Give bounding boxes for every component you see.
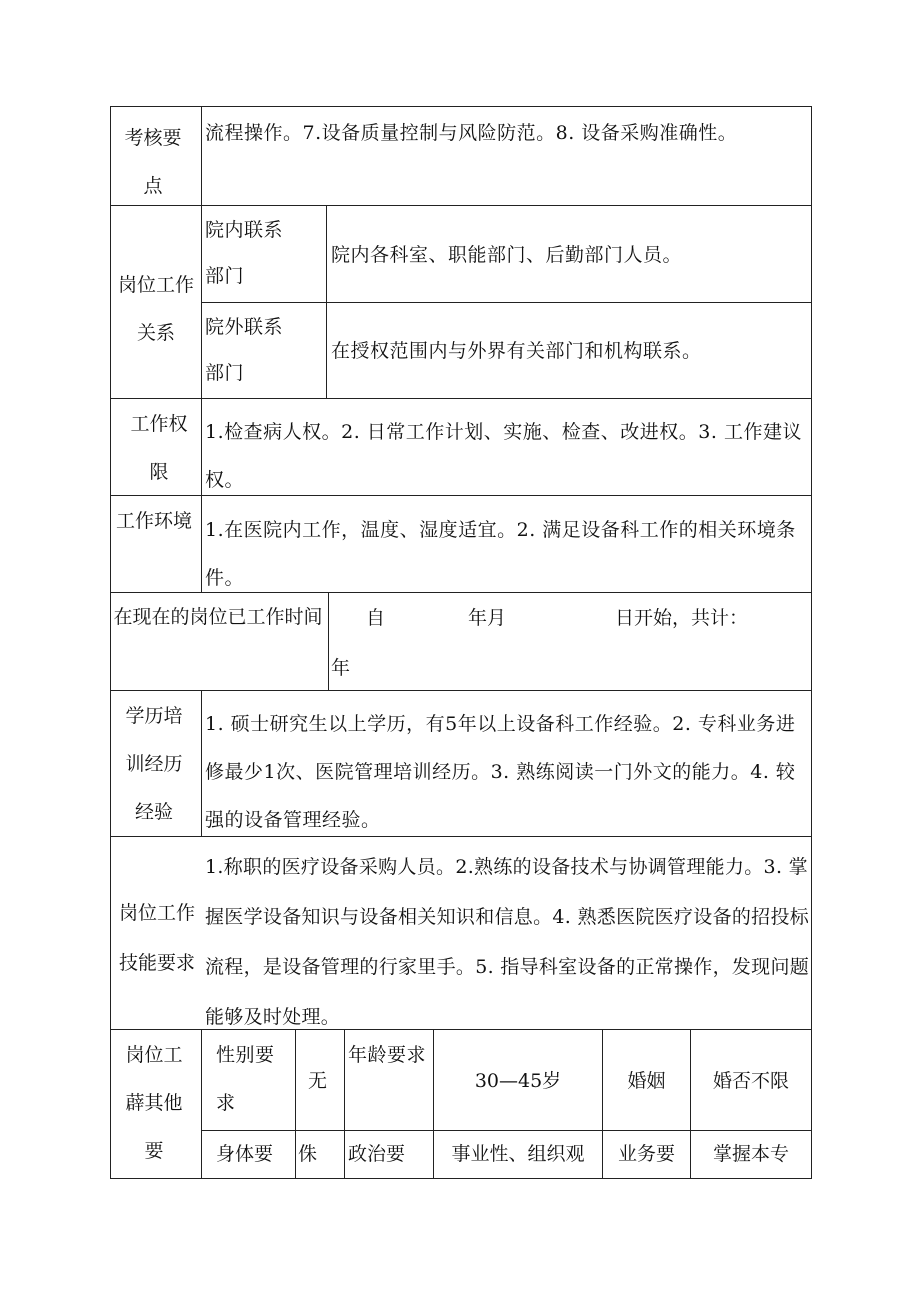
age-value: 30—45岁 <box>474 1070 562 1092</box>
assessment-content: 流程操作。7.设备质量控制与风险防范。8. 设备采购准确性。 <box>205 122 738 144</box>
tenure-year: 年 <box>331 657 351 679</box>
external-contact-label: 院外联系部门 <box>205 316 284 384</box>
education-label: 学历培训经历经验 <box>125 705 183 823</box>
tenure-year-month: 年月 <box>468 607 507 629</box>
col-divider <box>201 1029 202 1178</box>
col-divider <box>201 690 202 836</box>
business-value: 掌握本专 <box>712 1143 789 1165</box>
table-border <box>110 106 812 107</box>
col-divider <box>326 205 327 398</box>
assessment-label: 考核要点 <box>124 127 182 197</box>
col-divider <box>344 1029 345 1178</box>
tenure-label: 在现在的岗位已工作时间 <box>113 606 323 628</box>
politics-label: 政治要 <box>348 1143 406 1165</box>
col-divider <box>201 106 202 592</box>
environment-label: 工作环境 <box>116 510 193 532</box>
row-divider <box>201 1130 812 1131</box>
health-label: 身体要 <box>216 1143 274 1165</box>
table-border <box>110 1178 812 1179</box>
age-label: 年龄要求 <box>348 1044 427 1066</box>
health-value: 侏 <box>298 1143 318 1165</box>
col-divider <box>295 1029 296 1178</box>
skills-label: 岗位工作技能要求 <box>118 902 195 974</box>
internal-contact-label: 院内联系部门 <box>205 219 284 287</box>
gender-label: 性别要求 <box>216 1044 275 1114</box>
marriage-label: 婚姻 <box>627 1070 666 1092</box>
gender-value: 无 <box>308 1070 328 1092</box>
col-divider <box>328 592 329 690</box>
row-divider <box>110 205 812 206</box>
table-border <box>811 106 812 1179</box>
internal-contact-content: 院内各科室、职能部门、后勤部门人员。 <box>331 244 683 266</box>
tenure-from: 自 <box>366 607 386 629</box>
education-content: 1. 硕士研究生以上学历，有5年以上设备科工作经验。2. 专科业务进修最少1次、医院管理培训经历。3. 熟练阅读一门外文的能力。4. 较强的设备管理经验。 <box>205 713 796 831</box>
business-label: 业务要 <box>617 1143 675 1165</box>
marriage-value: 婚否不限 <box>712 1070 789 1092</box>
row-divider <box>110 690 812 691</box>
authority-content: 1.检查病人权。2. 日常工作计划、实施、检查、改进权。3. 工作建议权。 <box>205 421 802 491</box>
tenure-start-total: 日开始，共计： <box>615 607 749 629</box>
row-divider <box>110 398 812 399</box>
authority-label: 工作权限 <box>130 413 188 483</box>
environment-content: 1.在医院内工作，温度、湿度适宜。2. 满足设备科工作的相关环境条件。 <box>205 519 796 589</box>
external-contact-content: 在授权范围内与外界有关部门和机构联系。 <box>331 340 702 362</box>
row-divider <box>201 302 812 303</box>
politics-value: 事业性、组织观 <box>451 1143 585 1165</box>
relations-label: 岗位工作关系 <box>117 274 194 344</box>
skills-content: 1.称职的医疗设备采购人员。2.熟练的设备技术与协调管理能力。3. 掌握医学设备知识与设备相关知识和信息。4. 熟悉医院医疗设备的招投标流程，是设备管理的行家里手。5. 指导科室设备的正常操作，发现问题能够及时处理。 <box>205 856 810 1028</box>
other-label: 岗位工薜其他要 <box>125 1044 183 1162</box>
